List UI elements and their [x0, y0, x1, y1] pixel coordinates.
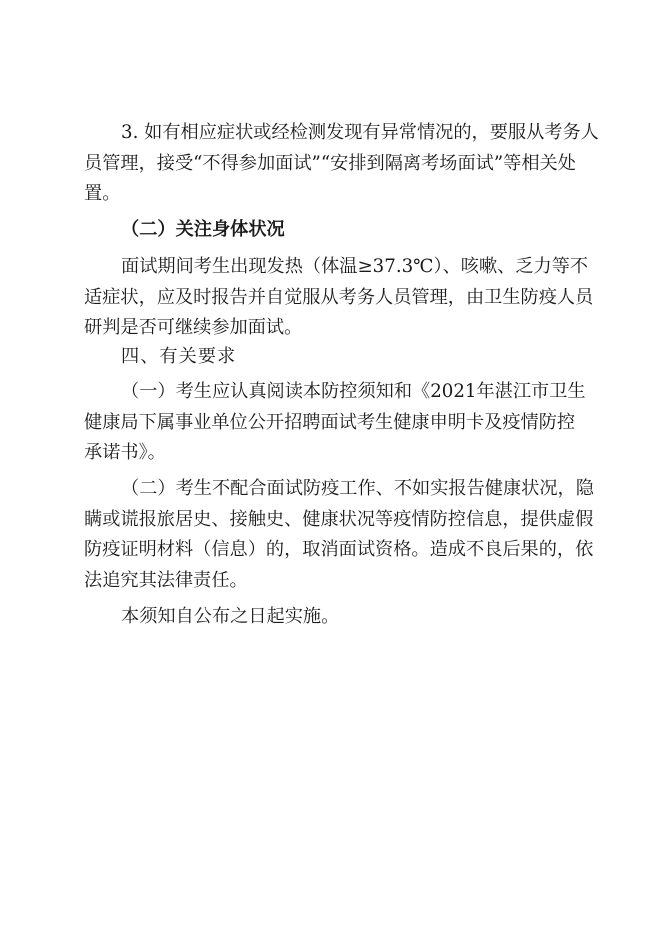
text-line: 承诺书》。 — [84, 442, 166, 463]
text-line: 置。 — [84, 183, 121, 204]
text-line: 健康局下属事业单位公开招聘面试考生健康申明卡及疫情防控 — [84, 411, 576, 433]
text-line: 3. 如有相应症状或经检测发现有异常情况的，要服从考务人 — [121, 122, 599, 143]
text-line: 瞒或谎报旅居史、接触史、健康状况等疫情防控信息，提供虚假 — [84, 508, 594, 530]
paragraph-abnormal-symptoms — [84, 118, 604, 210]
paragraph-fever-reporting — [84, 252, 604, 344]
text-line: （二）考生不配合面试防疫工作、不如实报告健康状况，隐 — [121, 478, 594, 499]
text-line: 员管理，接受“不得参加面试”“安排到隔离考场面试”等相关处 — [84, 152, 576, 174]
paragraph-read-notice — [84, 377, 604, 469]
heading-text: （二）关注身体状况 — [121, 219, 285, 240]
paragraph-effective-date — [84, 602, 604, 633]
text-line: 防疫证明材料（信息）的，取消面试资格。造成不良后果的，依 — [84, 539, 594, 560]
section-heading-requirements — [84, 342, 604, 373]
text-line: 研判是否可继续参加面试。 — [84, 317, 303, 338]
text-line: 面试期间考生出现发热（体温≥37.3℃）、咳嗽、乏力等不 — [121, 256, 589, 277]
paragraph-noncompliance — [84, 474, 604, 596]
text-line: 法追究其法律责任。 — [84, 569, 248, 591]
text-line: 适症状，应及时报告并自觉服从考务人员管理，由卫生防疫人员 — [84, 286, 594, 308]
section-heading-health-status — [84, 215, 604, 246]
text-line: （一）考生应认真阅读本防控须知和《2021年湛江市卫生 — [121, 381, 586, 402]
text-line: 本须知自公布之日起实施。 — [121, 606, 340, 627]
heading-text: 四、有关要求 — [121, 346, 237, 367]
